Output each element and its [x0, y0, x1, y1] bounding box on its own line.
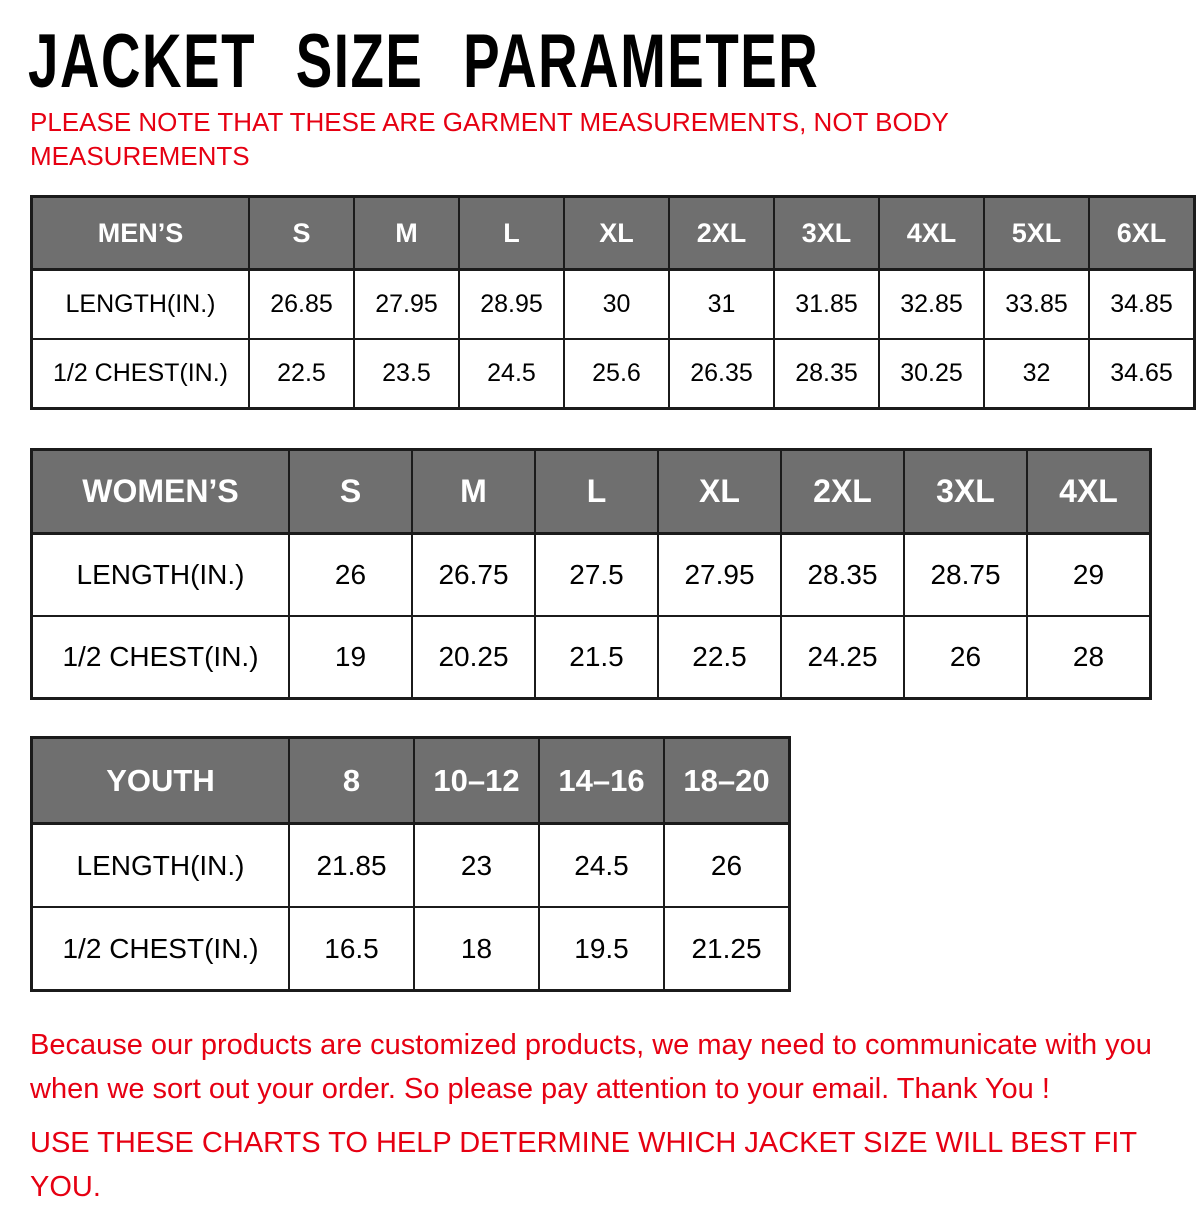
measurement-value: 30.25: [879, 339, 984, 409]
measurement-value: 34.85: [1089, 270, 1195, 340]
measurement-value: 25.6: [564, 339, 669, 409]
mens-size-label: 2XL: [669, 197, 774, 270]
measurement-value: 28: [1027, 616, 1151, 699]
measurement-value: 21.25: [664, 907, 790, 991]
measurement-value: 28.35: [781, 534, 904, 617]
measurement-value: 19.5: [539, 907, 664, 991]
youth-size-table-container: [30, 736, 791, 992]
measurement-row-label: 1/2 CHEST(IN.): [32, 339, 250, 409]
measurement-value: 18: [414, 907, 539, 991]
garment-measurement-note: PLEASE NOTE THAT THESE ARE GARMENT MEASUREMENTS, NOT BODY MEASUREMENTS: [30, 107, 949, 171]
mens-size-label: 5XL: [984, 197, 1089, 270]
measurement-value: 27.95: [658, 534, 781, 617]
mens-size-label: XL: [564, 197, 669, 270]
womens-size-label: M: [412, 450, 535, 534]
measurement-value: 22.5: [249, 339, 354, 409]
measurement-value: 27.5: [535, 534, 658, 617]
measurement-value: 26.75: [412, 534, 535, 617]
measurement-value: 21.85: [289, 824, 414, 908]
mens-table-row: [32, 339, 1195, 409]
page-title: JACKET SIZE PARAMETER: [28, 19, 820, 104]
womens-size-label: 4XL: [1027, 450, 1151, 534]
measurement-value: 33.85: [984, 270, 1089, 340]
youth-table-title: YOUTH: [32, 738, 290, 824]
measurement-value: 28.75: [904, 534, 1027, 617]
measurement-value: 30: [564, 270, 669, 340]
mens-size-label: 6XL: [1089, 197, 1195, 270]
mens-size-table-container: [30, 195, 1196, 410]
measurement-value: 26: [664, 824, 790, 908]
mens-size-label: 3XL: [774, 197, 879, 270]
measurement-row-label: LENGTH(IN.): [32, 534, 290, 617]
womens-size-table-container: [30, 448, 1152, 700]
measurement-value: 24.5: [539, 824, 664, 908]
measurement-row-label: LENGTH(IN.): [32, 270, 250, 340]
measurement-value: 24.5: [459, 339, 564, 409]
womens-size-label: XL: [658, 450, 781, 534]
measurement-value: 32: [984, 339, 1089, 409]
measurement-value: 26.35: [669, 339, 774, 409]
measurement-value: 26.85: [249, 270, 354, 340]
womens-size-label: L: [535, 450, 658, 534]
measurement-row-label: LENGTH(IN.): [32, 824, 290, 908]
customization-notice: Because our products are customized products, we may need to communicate with you when we sort out your order. So please pay attention to your email. Thank You !: [30, 1029, 1152, 1105]
youth-size-label: 14–16: [539, 738, 664, 824]
measurement-row-label: 1/2 CHEST(IN.): [32, 616, 290, 699]
womens-table-title: WOMEN’S: [32, 450, 290, 534]
measurement-value: 27.95: [354, 270, 459, 340]
mens-table-row: [32, 270, 1195, 340]
mens-size-label: S: [249, 197, 354, 270]
mens-header-row: [32, 197, 1195, 270]
measurement-value: 16.5: [289, 907, 414, 991]
measurement-value: 31.85: [774, 270, 879, 340]
measurement-value: 20.25: [412, 616, 535, 699]
measurement-value: 21.5: [535, 616, 658, 699]
youth-header-row: [32, 738, 790, 824]
youth-table-row: [32, 907, 790, 991]
womens-size-label: 2XL: [781, 450, 904, 534]
womens-header-row: [32, 450, 1151, 534]
womens-table-row: [32, 616, 1151, 699]
mens-size-label: 4XL: [879, 197, 984, 270]
measurement-value: 34.65: [1089, 339, 1195, 409]
measurement-value: 26: [904, 616, 1027, 699]
measurement-value: 23.5: [354, 339, 459, 409]
mens-size-label: M: [354, 197, 459, 270]
mens-size-table: [30, 195, 1196, 410]
measurement-value: 26: [289, 534, 412, 617]
mens-size-label: L: [459, 197, 564, 270]
measurement-value: 23: [414, 824, 539, 908]
womens-size-table: [30, 448, 1152, 700]
womens-table-row: [32, 534, 1151, 617]
measurement-value: 22.5: [658, 616, 781, 699]
measurement-value: 28.95: [459, 270, 564, 340]
measurement-value: 31: [669, 270, 774, 340]
measurement-row-label: 1/2 CHEST(IN.): [32, 907, 290, 991]
measurement-value: 32.85: [879, 270, 984, 340]
womens-size-label: S: [289, 450, 412, 534]
youth-size-label: 18–20: [664, 738, 790, 824]
youth-size-label: 10–12: [414, 738, 539, 824]
mens-table-title: MEN’S: [32, 197, 250, 270]
chart-usage-notice: USE THESE CHARTS TO HELP DETERMINE WHICH JACKET SIZE WILL BEST FIT YOU.: [30, 1127, 1137, 1203]
youth-size-label: 8: [289, 738, 414, 824]
youth-size-table: [30, 736, 791, 992]
measurement-value: 29: [1027, 534, 1151, 617]
measurement-value: 28.35: [774, 339, 879, 409]
youth-table-row: [32, 824, 790, 908]
measurement-value: 19: [289, 616, 412, 699]
measurement-value: 24.25: [781, 616, 904, 699]
womens-size-label: 3XL: [904, 450, 1027, 534]
